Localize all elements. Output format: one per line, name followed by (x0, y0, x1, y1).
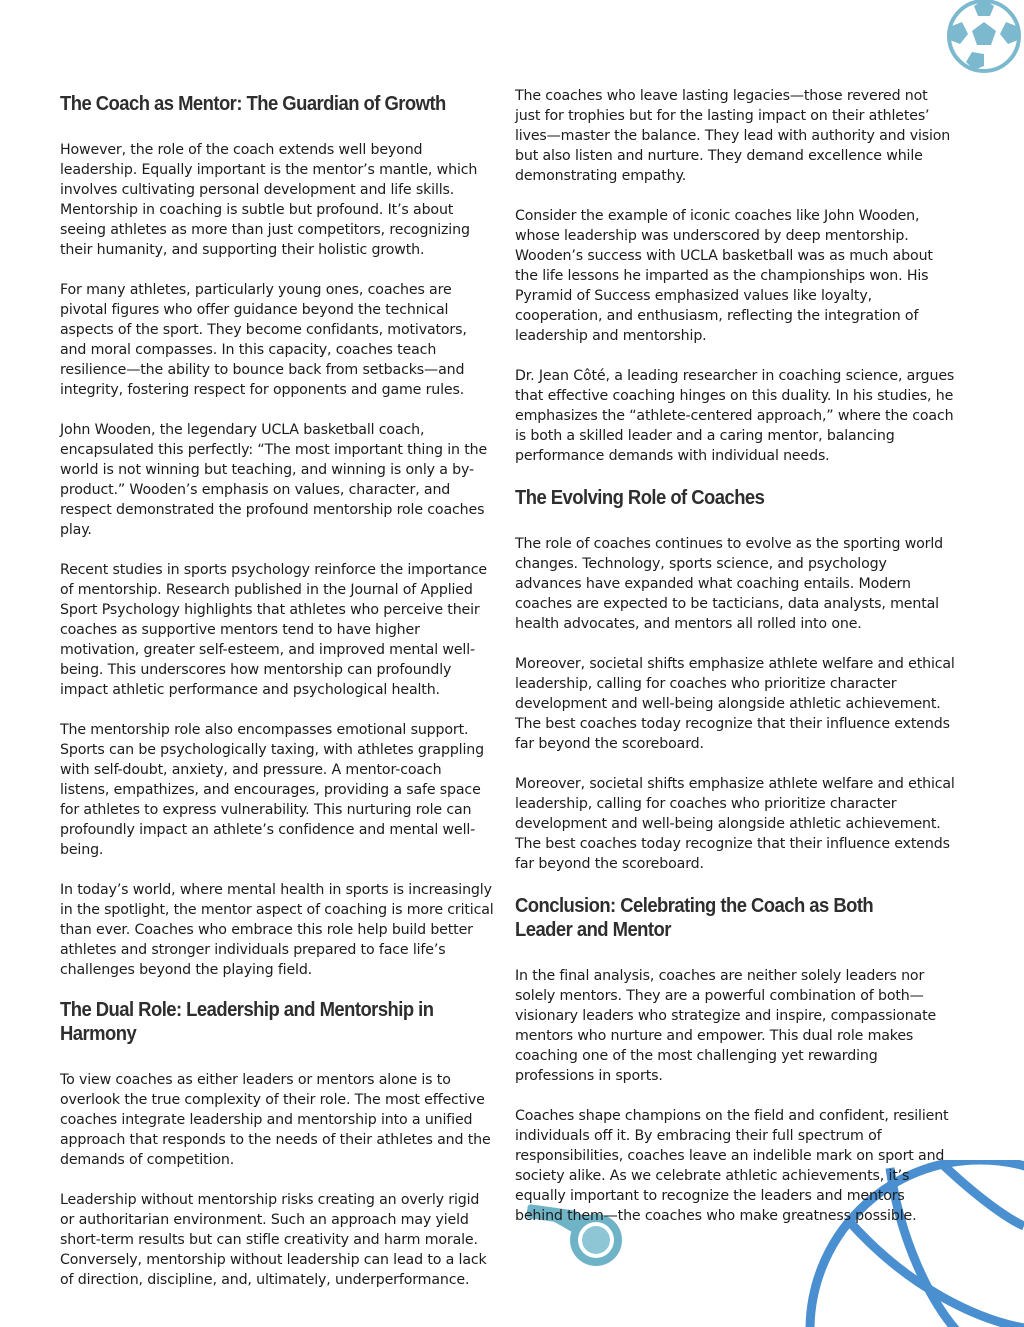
right-column (515, 86, 955, 1226)
section-heading-dual-role: The Dual Role: Leadership and Mentorship in Harmony (60, 998, 434, 1045)
paragraph: For many athletes, particularly young ones, coaches are pivotal figures who offer guidance beyond the technical aspects of the sport. They become confidants, motivators, and moral compasses. In this capacity, coaches teach resilience—the ability to bounce back from setbacks—and integrity, fostering respect for opponents and game rules. (60, 282, 467, 398)
soccer-ball-icon (944, 0, 1024, 76)
paragraph: Leadership without mentorship risks creating an overly rigid or authoritarian environment. Such an approach may yield short-term results but can stifle creativity and harm morale. Conversely, mentorship without leadership can lead to a lack of direction, discipline, and, ultimately, underperformance. (60, 1192, 487, 1288)
paragraph: Moreover, societal shifts emphasize athlete welfare and ethical leadership, calling for coaches who prioritize character development and well-being alongside athletic achievement. The best coaches today recognize that their influence extends far beyond the scoreboard. (515, 656, 955, 752)
section-heading-coach-as-mentor: The Coach as Mentor: The Guardian of Growth (60, 92, 446, 115)
paragraph: Consider the example of iconic coaches like John Wooden, whose leadership was underscored by deep mentorship. Wooden’s success with UCLA basketball was as much about the life lessons he imparted as the championships won. His Pyramid of Success emphasized values like loyalty, cooperation, and enthusiasm, reflecting the integration of leadership and mentorship. (515, 208, 933, 344)
paragraph: Moreover, societal shifts emphasize athlete welfare and ethical leadership, calling for coaches who prioritize character development and well-being alongside athletic achievement. The best coaches today recognize that their influence extends far beyond the scoreboard. (515, 776, 955, 872)
paragraph: In today’s world, where mental health in sports is increasingly in the spotlight, the mentor aspect of coaching is more critical than ever. Coaches who embrace this role help build better athletes and stronger individuals prepared to face life’s challenges beyond the playing field. (60, 882, 494, 978)
paragraph: Coaches shape champions on the field and confident, resilient individuals off it. By embracing their full spectrum of responsibilities, coaches leave an indelible mark on sport and society alike. As we celebrate athletic achievements, it’s equally important to recognize the leaders and mentors behind them—the coaches who make greatness possible. (515, 1108, 949, 1224)
section-heading-conclusion: Conclusion: Celebrating the Coach as Both Leader and Mentor (515, 894, 874, 941)
paragraph: Dr. Jean Côté, a leading researcher in coaching science, argues that effective coaching hinges on this duality. In his studies, he emphasizes the “athlete-centered approach,” where the coach is both a skilled leader and a caring mentor, balancing performance demands with individual needs. (515, 368, 955, 464)
paragraph: However, the role of the coach extends well beyond leadership. Equally important is the mentor’s mantle, which involves cultivating personal development and life skills. Mentorship in coaching is subtle but profound. It’s about seeing athletes as more than just competitors, recognizing their humanity, and supporting their holistic growth. (60, 142, 478, 258)
paragraph: In the final analysis, coaches are neither solely leaders nor solely mentors. They are a powerful combination of both—visionary leaders who strategize and inspire, compassionate mentors who nurture and empower. This dual role makes coaching one of the most challenging yet rewarding professions in sports. (515, 968, 937, 1084)
paragraph: John Wooden, the legendary UCLA basketball coach, encapsulated this perfectly: “The most important thing in the world is not winning but teaching, and winning is only a by-product.” Wooden’s emphasis on values, character, and respect demonstrated the profound mentorship role coaches play. (60, 422, 488, 538)
paragraph: Recent studies in sports psychology reinforce the importance of mentorship. Research published in the Journal of Applied Sport Psychology highlights that athletes who perceive their coaches as supportive mentors tend to have higher motivation, greater self-esteem, and improved mental well-being. This underscores how mentorship can profoundly impact athletic performance and psychological health. (60, 562, 487, 698)
paragraph: To view coaches as either leaders or mentors alone is to overlook the true complexity of their role. The most effective coaches integrate leadership and mentorship into a unified approach that responds to the needs of their athletes and the demands of competition. (60, 1072, 491, 1168)
paragraph: The coaches who leave lasting legacies—those revered not just for trophies but for the lasting impact on their athletes’ lives—master the balance. They lead with authority and vision but also listen and nurture. They demand excellence while demonstrating empathy. (515, 88, 951, 184)
paragraph: The mentorship role also encompasses emotional support. Sports can be psychologically taxing, with athletes grappling with self-doubt, anxiety, and pressure. A mentor-coach listens, empathizes, and encourages, providing a safe space for athletes to express vulnerability. This nurturing role can profoundly impact an athlete’s confidence and mental well-being. (60, 722, 484, 858)
section-heading-evolving-role: The Evolving Role of Coaches (515, 486, 765, 509)
left-column (60, 86, 494, 1290)
paragraph: The role of coaches continues to evolve as the sporting world changes. Technology, sports science, and psychology advances have expanded what coaching entails. Modern coaches are expected to be tacticians, data analysts, mental health advocates, and mentors all rolled into one. (515, 536, 944, 632)
